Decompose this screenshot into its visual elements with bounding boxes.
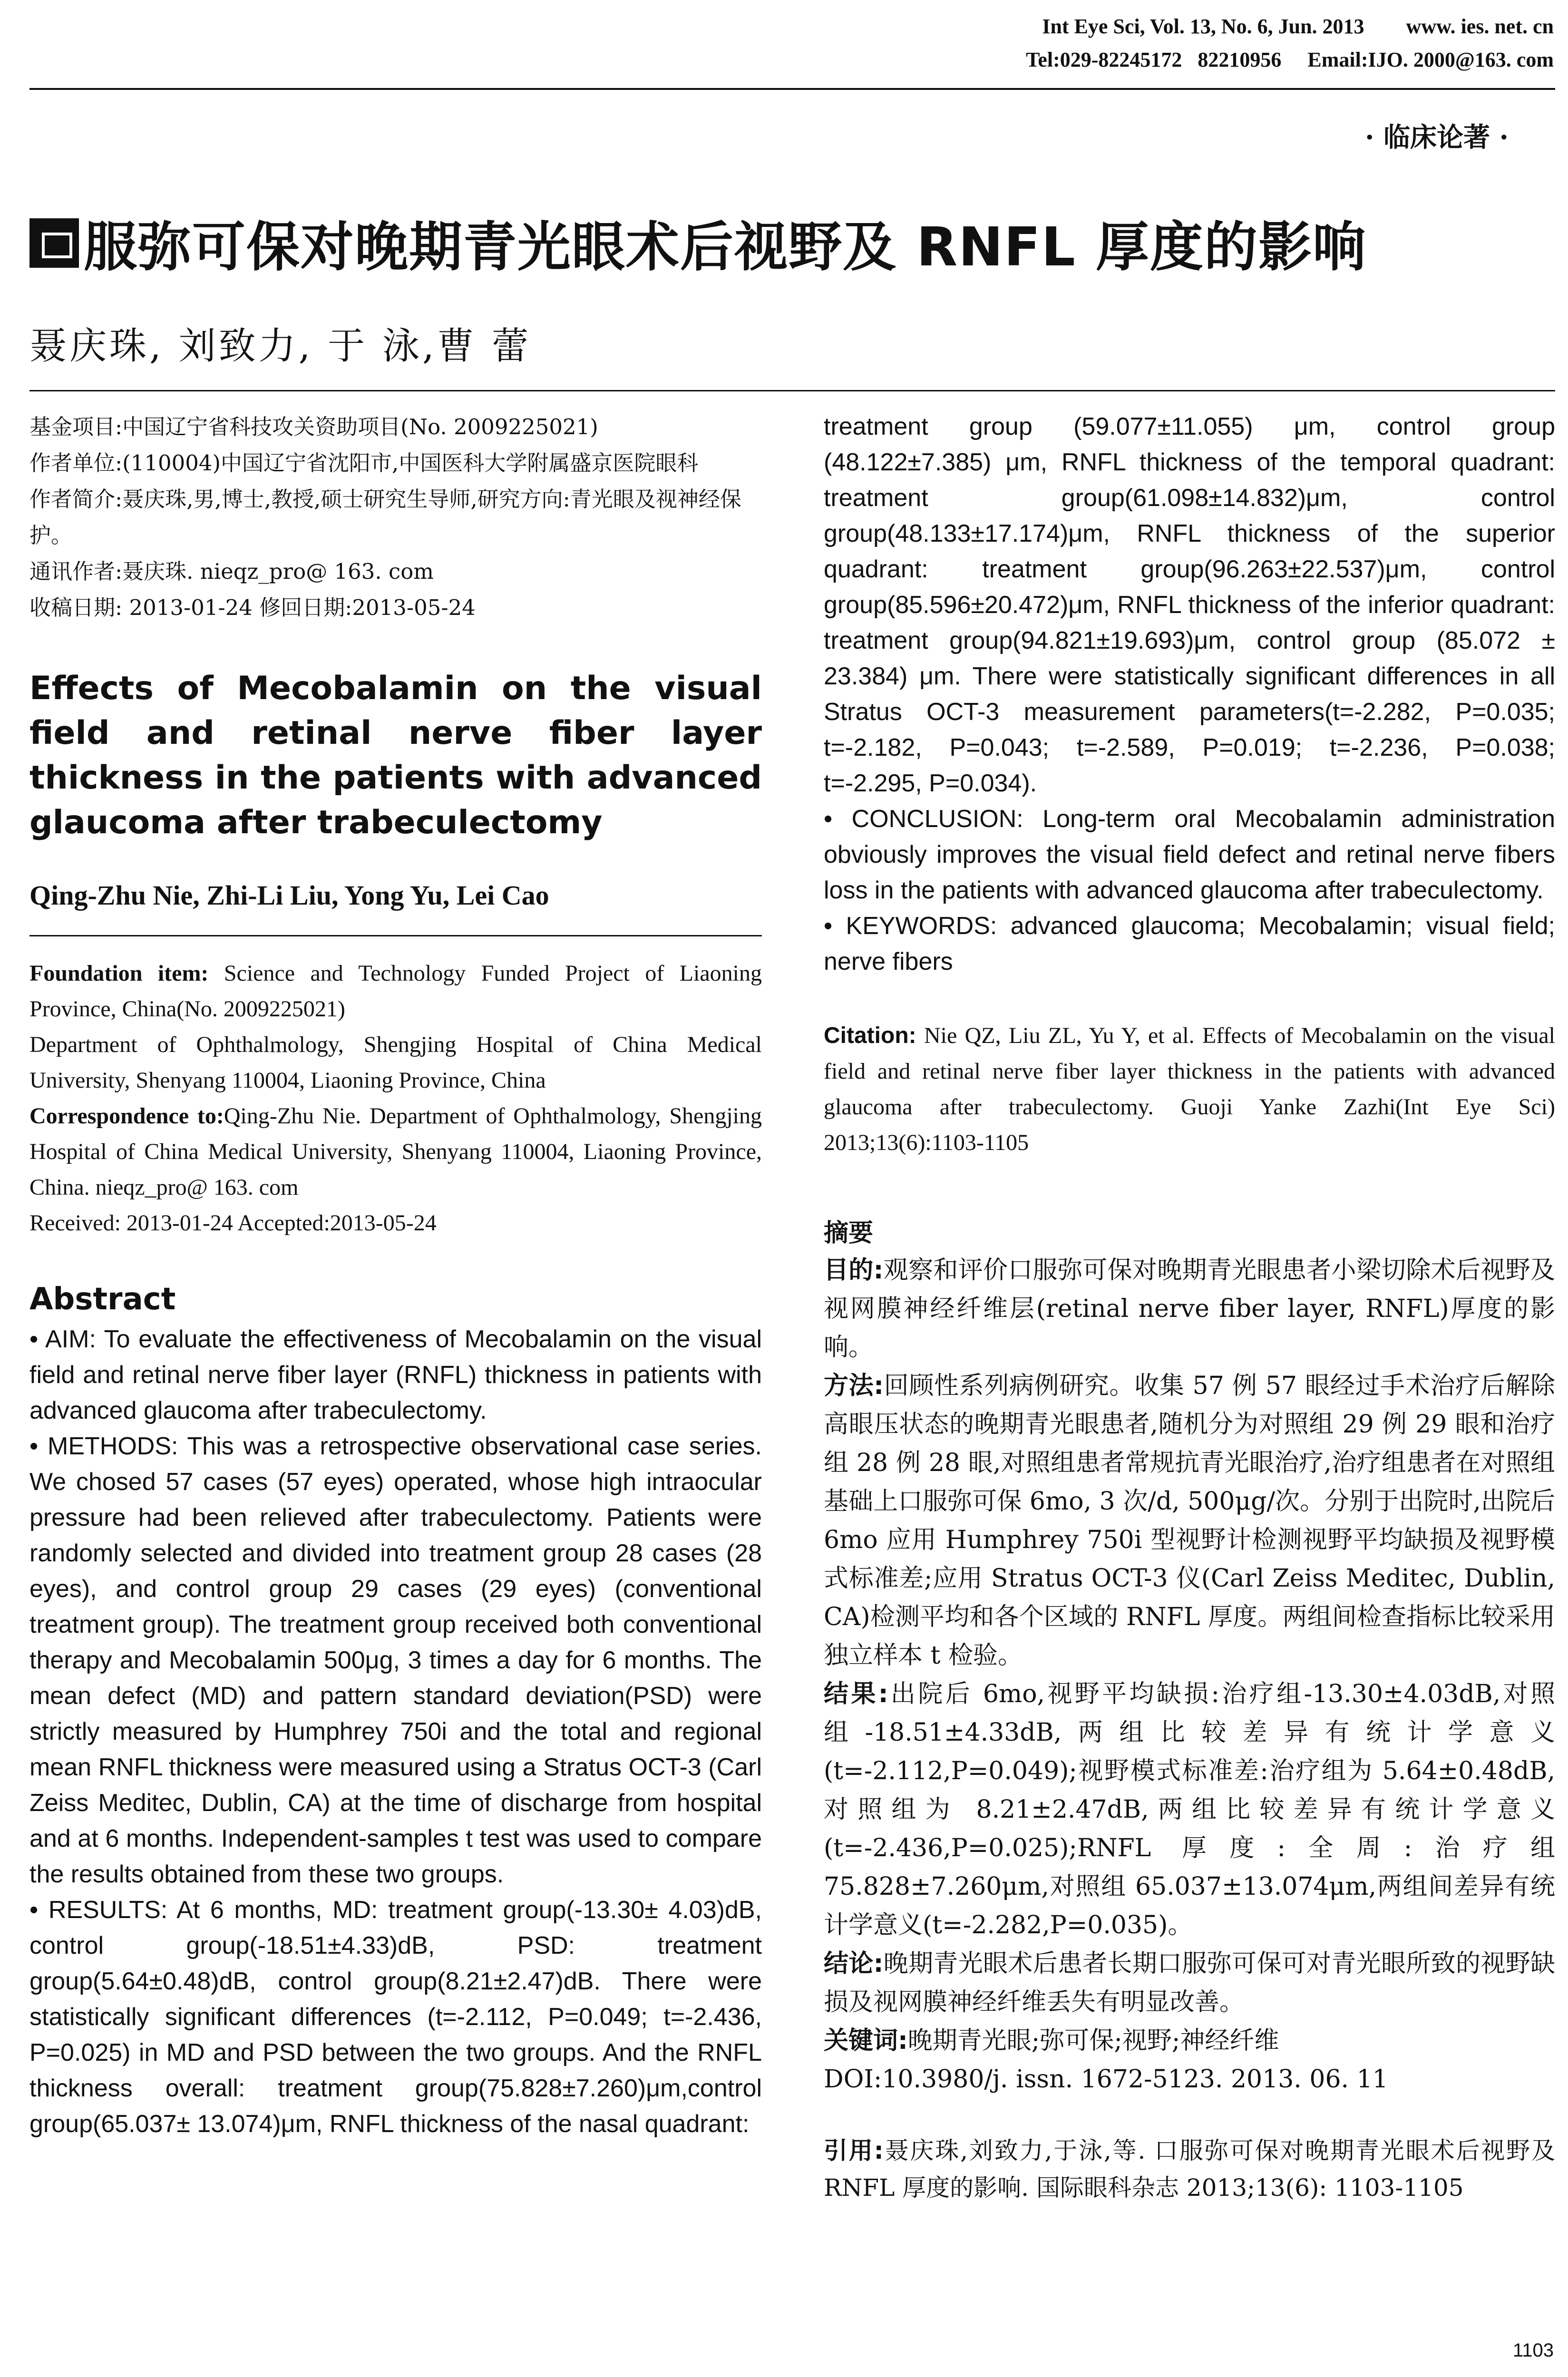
cn-conclusion — [824, 1945, 1555, 2022]
authors-rule — [29, 935, 762, 936]
cn-keywords — [824, 2022, 1555, 2060]
citation-text: Nie QZ, Liu ZL, Yu Y, et al. Effects of Mecobalamin on the visual field and retinal nerve fiber layer thickness in the patients with advanced glaucoma after trabeculectomy. Guoji Yanke Zazhi(Int Eye Sci) 2013;13(6):1103-1105 — [824, 1023, 1555, 1155]
correspondence-text: Qing-Zhu Nie. Department of Ophthalmology, Shengjing Hospital of China Medical University, Shenyang 110004, Liaoning Province, China. nieqz_pro@ 163. com — [29, 1103, 762, 1200]
left-column — [29, 409, 762, 2142]
received-accepted: Received: 2013-01-24 Accepted:2013-05-24 — [29, 1210, 437, 1236]
cn-keywords-label: 关键词: — [824, 2026, 908, 2055]
foundation-item — [29, 955, 762, 1027]
header-rule — [29, 88, 1555, 90]
cn-abstract-heading: 摘要 — [824, 1219, 874, 1247]
cn-result — [824, 1675, 1555, 1945]
cn-unit: 作者单位:(110004)中国辽宁省沈阳市,中国医科大学附属盛京医院眼科 — [29, 450, 699, 476]
page-number: 1103 — [1512, 2340, 1554, 2361]
foundation-label: Foundation item: — [29, 961, 209, 986]
cn-aim — [824, 1251, 1555, 1367]
cn-abstract-body — [824, 1251, 1555, 2099]
cn-conclusion-label: 结论: — [824, 1949, 884, 1978]
title-rule — [29, 390, 1555, 391]
cn-citation — [824, 2132, 1555, 2206]
abstract-aim: • AIM: To evaluate the effectiveness of Mecobalamin on the visual field and retinal nerve fiber layer (RNFL) thickness in patients with advanced glaucoma after trabeculectomy. — [29, 1325, 762, 1424]
cn-method-text: 回顾性系列病例研究。收集 57 例 57 眼经过手术治疗后解除高眼压状态的晚期青光眼患者,随机分为对照组 29 例 29 眼和治疗组 28 例 28 眼,对照组患者常规抗青光眼治疗,治疗组患者在对照组基础上口服弥可保 6mo, 3 次/d, 500μg/次。分别于出院时,出院后 6mo 应用 Humphrey 750i 型视野计检测视野平均缺损及视野模式标准差;应用 Stratus OCT-3 仪(Carl Zeiss Meditec, Dublin, CA)检测平均和各个区域的 RNFL 厚度。两组间检查指标比较采用独立样本 t 检验。 — [824, 1372, 1555, 1670]
right-column — [824, 409, 1555, 2206]
cn-aim-text: 观察和评价口服弥可保对晚期青光眼患者小梁切除术后视野及视网膜神经纤维层(retinal nerve fiber layer, RNFL)厚度的影响。 — [824, 1256, 1555, 1362]
english-title: Effects of Mecobalamin on the visual field and retinal nerve fiber layer thickness in the patients with advanced glaucoma after trabeculectomy — [29, 670, 762, 841]
citation-label: Citation: — [824, 1023, 916, 1048]
abstract-methods: • METHODS: This was a retrospective observational case series. We chosed 57 cases (57 eyes) operated, whose high intraocular pressure had been relieved after trabeculectomy. Patients were randomly selected and divided into treatment group 28 cases (28 eyes), and control group 29 cases (29 eyes) (conventional treatment group). The treatment group received both conventional therapy and Mecobalamin 500μg, 3 times a day for 6 months. The mean defect (MD) and pattern standard deviation(PSD) were strictly measured by Humphrey 750i and the total and regional mean RNFL thickness were measured using a Stratus OCT-3 (Carl Zeiss Meditec, Dublin, CA) at the time of discharge from hospital and at 6 months. Independent-samples t test was used to compare the results obtained from these two groups. — [29, 1432, 762, 1888]
correspondence — [29, 1098, 762, 1205]
authors-cn: 聂庆珠, 刘致力, 于 泳,曹 蕾 — [29, 325, 532, 368]
cn-dates: 收稿日期: 2013-01-24 修回日期:2013-05-24 — [29, 595, 476, 620]
article-category: · 临床论著 · — [1365, 122, 1509, 153]
abstract-conclusion: • CONCLUSION: Long-term oral Mecobalamin administration obviously improves the visual field defect and retinal nerve fibers loss in the patients with advanced glaucoma after trabeculectomy. — [824, 805, 1555, 904]
cn-doi: DOI:10.3980/j. issn. 1672-5123. 2013. 06. 11 — [824, 2065, 1388, 2094]
english-meta — [29, 955, 762, 1241]
article-title: 服弥可保对晚期青光眼术后视野及 RNFL 厚度的影响 — [84, 216, 1367, 278]
cn-aim-label: 目的: — [824, 1256, 884, 1285]
cn-citation-label: 引用: — [824, 2137, 884, 2164]
cn-corr: 通讯作者:聂庆珠. nieqz_pro@ 163. com — [29, 559, 434, 584]
abstract-body-cont — [824, 409, 1555, 980]
abstract-keywords: • KEYWORDS: advanced glaucoma; Mecobalamin; visual field; nerve fibers — [824, 912, 1555, 975]
running-header-line2: Tel:029-82245172 82210956 Email:IJO. 2000@163. com — [1026, 48, 1554, 71]
cn-result-label: 结果: — [824, 1680, 888, 1708]
cn-citation-text: 聂庆珠,刘致力,于泳,等. 口服弥可保对晚期青光眼术后视野及 RNFL 厚度的影响. 国际眼科杂志 2013;13(6): 1103-1105 — [824, 2137, 1556, 2202]
cn-keywords-text: 晚期青光眼;弥可保;视野;神经纤维 — [907, 2026, 1279, 2055]
abstract-body — [29, 1322, 762, 2142]
correspondence-label: Correspondence to: — [29, 1103, 224, 1129]
cn-conclusion-text: 晚期青光眼术后患者长期口服弥可保可对青光眼所致的视野缺损及视网膜神经纤维丢失有明显改善。 — [824, 1949, 1555, 2017]
english-authors: Qing-Zhu Nie, Zhi-Li Liu, Yong Yu, Lei Cao — [29, 880, 549, 911]
cn-result-text: 出院后 6mo,视野平均缺损:治疗组-13.30±4.03dB,对照组-18.51±4.33dB,两组比较差异有统计学意义(t=-2.112,P=0.049);视野模式标准差:治疗组为 5.64±0.48dB,对照组为 8.21±2.47dB,两组比较差异有统计学意义(t=-2.436,P=0.025);RNFL 厚度:全周:治疗组 75.828±7.260μm,对照组 65.037±13.074μm,两组间差异有统计学意义(t=-2.282,P=0.035)。 — [824, 1680, 1555, 1939]
abstract-results: • RESULTS: At 6 months, MD: treatment group(-13.30± 4.03)dB, control group(-18.51±4.33)dB, PSD: treatment group(5.64±0.48)dB, control group(8.21±2.47)dB. There were statistically significant differences (t=-2.112, P=0.049; t=-2.436, P=0.025) in MD and PSD between the two groups. And the RNFL thickness overall: treatment group(75.828±7.260)μm,control group(65.037± 13.074)μm, RNFL thickness of the nasal quadrant: — [29, 1896, 762, 2138]
cn-method-label: 方法: — [824, 1372, 884, 1400]
missing-glyph-icon — [29, 218, 79, 268]
citation — [824, 1018, 1555, 1160]
foundation-text: Science and Technology Funded Project of Liaoning Province, China(No. 2009225021) — [29, 961, 762, 1022]
abstract-results-cont: treatment group (59.077±11.055) μm, control group (48.122±7.385) μm, RNFL thickness of the temporal quadrant: treatment group(61.098±14.832)μm, control group(48.133±17.174)μm, RNFL thickness of the superior quadrant: treatment group(96.263±22.537)μm, control group(85.596±20.472)μm, RNFL thickness of the inferior quadrant: treatment group(94.821±19.693)μm, control group (85.072 ± 23.384) μm. There were statistically significant differences in all Stratus OCT-3 measurement parameters(t=-2.282, P=0.035; t=-2.182, P=0.043; t=-2.589, P=0.019; t=-2.236, P=0.038; t=-2.295, P=0.034). — [824, 413, 1555, 797]
cn-bio: 作者简介:聂庆珠,男,博士,教授,硕士研究生导师,研究方向:青光眼及视神经保护。 — [29, 487, 741, 548]
title-block — [29, 205, 1551, 276]
department: Department of Ophthalmology, Shengjing Hospital of China Medical University, Shenyang 110004, Liaoning Province, China — [29, 1032, 762, 1093]
cn-fund: 基金项目:中国辽宁省科技攻关资助项目(No. 2009225021) — [29, 414, 598, 439]
abstract-heading: Abstract — [29, 1282, 176, 1317]
running-header-line1: Int Eye Sci, Vol. 13, No. 6, Jun. 2013 www. ies. net. cn — [1042, 15, 1554, 38]
cn-method — [824, 1367, 1555, 1675]
